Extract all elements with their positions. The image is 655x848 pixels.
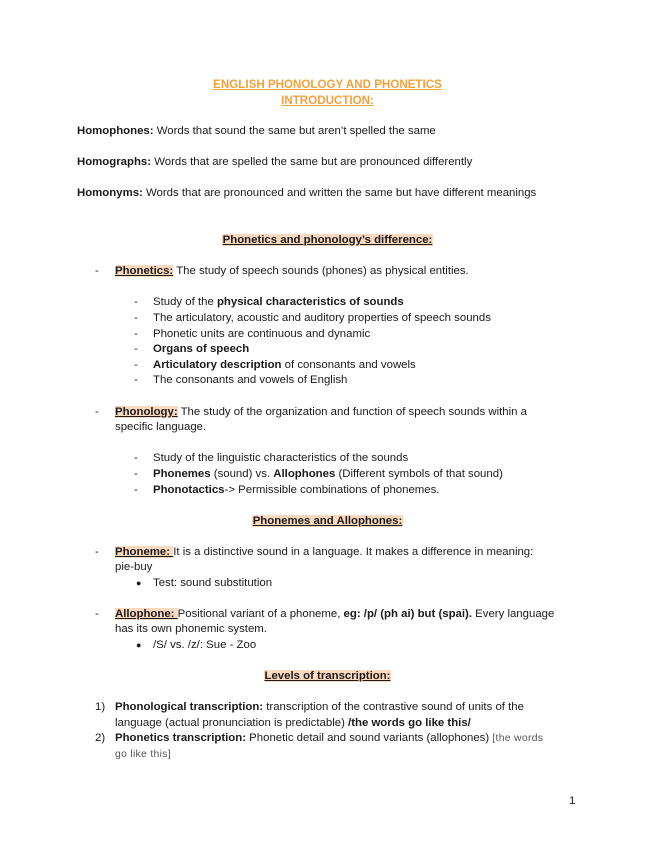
transcription-item-cont	[115, 716, 471, 731]
transcription-item	[115, 731, 543, 746]
dash-bullet: -	[134, 359, 138, 371]
phoneme-definition	[115, 545, 533, 560]
item-bold: Phonemes	[153, 468, 211, 480]
dash-bullet: -	[134, 452, 138, 464]
round-bullet: ●	[136, 640, 142, 650]
item-bold: Articulatory description	[153, 359, 282, 371]
transcription-item-cont: go like this]	[115, 749, 171, 760]
definition-term: Homographs:	[77, 156, 152, 168]
phonetics-definition	[115, 264, 469, 279]
phonology-text-cont: specific language.	[115, 421, 207, 433]
document-title: ENGLISH PHONOLOGY AND PHONETICS	[213, 78, 442, 91]
phonetics-item	[153, 358, 416, 373]
section-heading-phonemes-allophones	[0, 514, 655, 529]
allophone-term: Allophone:	[115, 608, 178, 620]
phonetics-item	[153, 295, 404, 310]
definition-term: Homonyms:	[77, 187, 143, 199]
allophone-subitem: /S/ vs. /z/: Sue - Zoo	[153, 639, 257, 651]
item-bold: Phonetics transcription:	[115, 732, 247, 744]
item-example: [the words	[492, 733, 544, 744]
phonetics-text: The study of speech sounds (phones) as physical entities.	[173, 265, 469, 277]
item-text: of consonants and vowels	[281, 359, 416, 371]
item-text: Study of the	[153, 296, 217, 308]
item-text: (sound) vs.	[210, 468, 274, 480]
allophone-text-cont: has its own phonemic system.	[115, 623, 267, 635]
definition-text: Words that are pronounced and written the same but have different meanings	[142, 187, 537, 199]
definition-homophones	[77, 124, 436, 139]
dash-bullet: -	[134, 343, 138, 355]
allophone-text: Every language	[472, 608, 555, 620]
section-heading-levels-transcription	[0, 669, 655, 684]
item-bold: Phonological transcription:	[115, 701, 264, 713]
section-heading-phonetics-phonology	[0, 233, 655, 248]
allophone-text: Positional variant of a phoneme,	[177, 608, 344, 620]
dash-bullet: -	[134, 484, 138, 496]
dash-bullet: -	[95, 265, 99, 277]
phonetics-term: Phonetics:	[115, 265, 174, 277]
dash-bullet: -	[134, 328, 138, 340]
item-bold: physical characteristics of sounds	[216, 296, 404, 308]
item-text: transcription of the contrastive sound of units of the	[263, 701, 524, 713]
section-heading-text: Phonetics and phonology’s difference:	[222, 234, 433, 246]
allophone-definition	[115, 607, 554, 622]
phonology-definition	[115, 405, 527, 420]
phonetics-item: The articulatory, acoustic and auditory properties of speech sounds	[153, 312, 491, 324]
item-bold: Allophones	[273, 468, 336, 480]
phonology-item: Study of the linguistic characteristics of the sounds	[153, 452, 409, 464]
phoneme-text-cont: pie-buy	[115, 561, 153, 573]
item-text: (Different symbols of that sound)	[335, 468, 503, 480]
allophone-example: eg: /p/ (ph ai) but (spai).	[343, 608, 472, 620]
item-text: language (actual pronunciation is predictable)	[115, 717, 349, 729]
definition-text: Words that are spelled the same but are pronounced differently	[151, 156, 473, 168]
dash-bullet: -	[95, 406, 99, 418]
phonology-item	[153, 467, 503, 482]
list-number: 2)	[95, 732, 106, 744]
phoneme-text: It is a distinctive sound in a language. It makes a difference in meaning:	[173, 546, 534, 558]
phoneme-term: Phoneme:	[115, 546, 174, 558]
dash-bullet: -	[95, 546, 99, 558]
document-subtitle: INTRODUCTION:	[281, 94, 374, 107]
round-bullet: ●	[136, 578, 142, 588]
dash-bullet: -	[134, 312, 138, 324]
dash-bullet: -	[134, 468, 138, 480]
definition-homographs	[77, 155, 472, 170]
item-text: Phonetic detail and sound variants (allophones)	[246, 732, 493, 744]
phonology-text: The study of the organization and function of speech sounds within a	[177, 406, 527, 418]
list-number: 1)	[95, 701, 106, 713]
phonology-item	[153, 483, 439, 498]
phonetics-item: Organs of speech	[153, 343, 250, 355]
transcription-item	[115, 700, 524, 715]
phonetics-item: The consonants and vowels of English	[153, 374, 348, 386]
phonetics-item: Phonetic units are continuous and dynamic	[153, 328, 371, 340]
section-heading-text: Phonemes and Allophones:	[252, 515, 403, 527]
definition-term: Homophones:	[77, 125, 154, 137]
phonology-term: Phonology:	[115, 406, 178, 418]
dash-bullet: -	[134, 374, 138, 386]
phoneme-subitem: Test: sound substitution	[153, 577, 273, 589]
item-bold: Phonotactics	[153, 484, 225, 496]
page-number: 1	[569, 795, 576, 807]
item-text: -> Permissible combinations of phonemes.	[224, 484, 440, 496]
definition-text: Words that sound the same but aren’t spelled the same	[153, 125, 436, 137]
section-heading-text: Levels of transcription:	[264, 670, 391, 682]
dash-bullet: -	[95, 608, 99, 620]
definition-homonyms	[77, 186, 536, 201]
dash-bullet: -	[134, 296, 138, 308]
item-bold: /the words go like this/	[348, 717, 471, 729]
